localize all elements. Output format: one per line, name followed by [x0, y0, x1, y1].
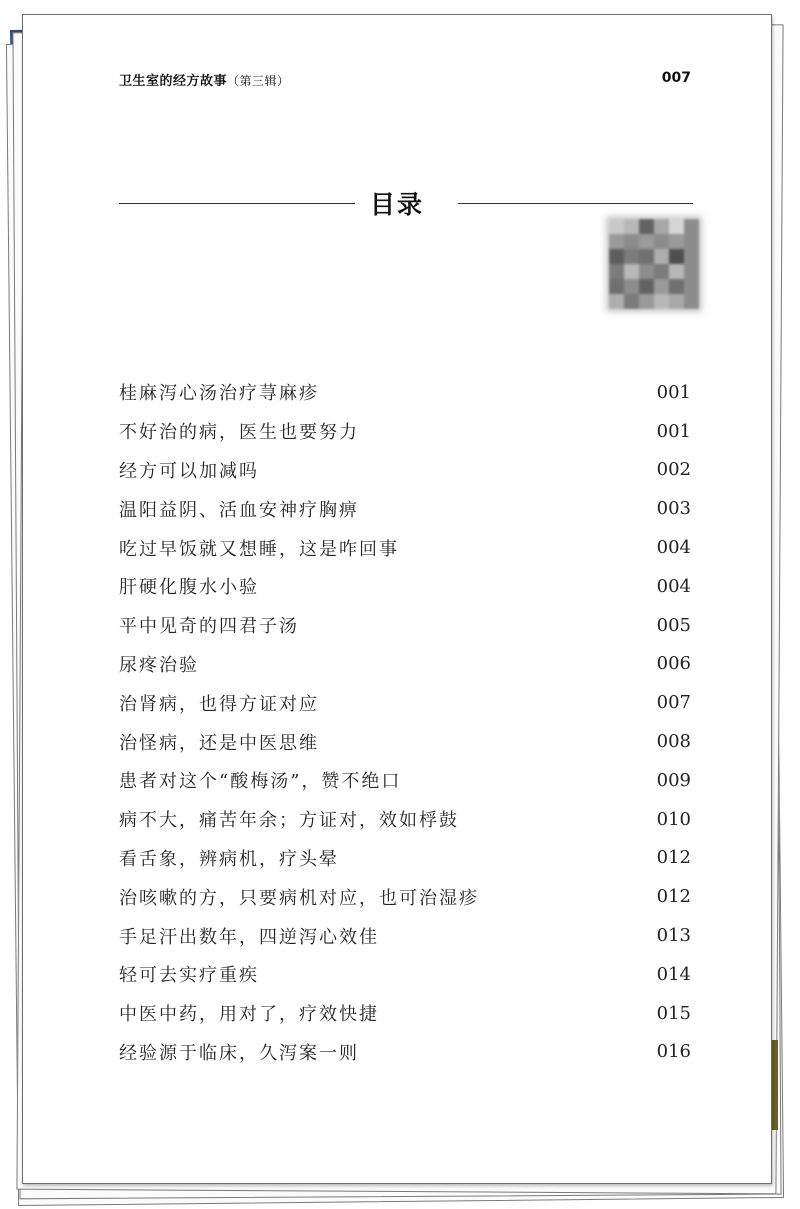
qr-cell [654, 264, 669, 279]
qr-cell [654, 249, 669, 264]
toc-entry-title: 肝硬化腹水小验 [119, 577, 259, 599]
toc-entry[interactable] [119, 1033, 691, 1072]
qr-cell [609, 264, 624, 279]
qr-cell [639, 294, 654, 309]
qr-cell [624, 264, 639, 279]
qr-cell [669, 294, 684, 309]
qr-cell [669, 234, 684, 249]
running-header [119, 70, 290, 89]
qr-cell [669, 264, 684, 279]
toc-entry[interactable] [119, 528, 691, 567]
toc-entry-title: 经方可以加减吗 [119, 460, 259, 482]
qr-code-icon[interactable] [609, 219, 699, 309]
toc-entry-page: 003 [656, 498, 691, 520]
qr-cell [684, 249, 699, 264]
qr-cell [624, 249, 639, 264]
toc-entry-page: 010 [656, 808, 691, 830]
qr-cell [609, 294, 624, 309]
toc-entry[interactable] [119, 606, 691, 645]
toc-entry-page: 006 [656, 653, 691, 675]
qr-cell [609, 234, 624, 249]
toc-entry-page: 004 [656, 537, 691, 559]
toc-entry-page: 005 [656, 614, 691, 636]
book-title: 卫生室的经方故事 [119, 74, 228, 89]
toc-entry[interactable] [119, 877, 691, 916]
qr-cell [624, 234, 639, 249]
qr-cell [669, 279, 684, 294]
toc-entry-title: 看舌象，辨病机，疗头晕 [119, 848, 339, 870]
toc-entry-title: 治咳嗽的方，只要病机对应，也可治湿疹 [119, 887, 479, 909]
toc-entry-title: 尿疼治验 [119, 654, 199, 676]
toc-entry-page: 001 [656, 420, 691, 442]
toc-title: 目录 [369, 190, 424, 219]
qr-cell [684, 234, 699, 249]
toc-entry-title: 治肾病，也得方证对应 [119, 693, 319, 715]
toc-entry[interactable] [119, 761, 691, 800]
qr-cell [624, 279, 639, 294]
title-rule-right [458, 203, 693, 204]
toc-entry[interactable] [119, 916, 691, 955]
toc-entry[interactable] [119, 839, 691, 878]
qr-cell [669, 219, 684, 234]
qr-cell [624, 219, 639, 234]
qr-cell [639, 219, 654, 234]
toc-list [119, 373, 691, 1071]
toc-entry-title: 患者对这个“酸梅汤”，赞不绝口 [119, 771, 402, 793]
toc-entry-title: 手足汗出数年，四逆泻心效佳 [119, 926, 379, 948]
toc-entry-title: 温阳益阴、活血安神疗胸痹 [119, 499, 359, 521]
toc-entry[interactable] [119, 722, 691, 761]
toc-entry[interactable] [119, 955, 691, 994]
toc-entry[interactable] [119, 489, 691, 528]
toc-entry-page: 008 [656, 731, 691, 753]
toc-entry-page: 004 [656, 575, 691, 597]
toc-entry-page: 007 [656, 692, 691, 714]
toc-entry-title: 桂麻泻心汤治疗荨麻疹 [119, 383, 319, 405]
book-page [22, 14, 772, 1184]
toc-entry-page: 002 [656, 459, 691, 481]
qr-cell [669, 249, 684, 264]
qr-cell [684, 219, 699, 234]
toc-entry[interactable] [119, 645, 691, 684]
toc-entry-page: 009 [656, 769, 691, 791]
toc-entry-title: 治怪病，还是中医思维 [119, 732, 319, 754]
toc-entry-page: 016 [656, 1041, 691, 1063]
qr-cell [654, 279, 669, 294]
toc-entry[interactable] [119, 683, 691, 722]
toc-entry-title: 病不大，痛苦年余；方证对，效如桴鼓 [119, 810, 459, 832]
qr-cell [639, 234, 654, 249]
toc-entry-page: 001 [656, 381, 691, 403]
qr-cell [639, 264, 654, 279]
qr-cell [609, 219, 624, 234]
toc-entry-page: 012 [656, 847, 691, 869]
toc-entry[interactable] [119, 800, 691, 839]
qr-cell [684, 279, 699, 294]
toc-entry[interactable] [119, 373, 691, 412]
toc-entry-page: 013 [656, 925, 691, 947]
qr-cell [654, 219, 669, 234]
qr-cell [624, 294, 639, 309]
toc-entry-title: 经验源于临床，久泻案一则 [119, 1042, 359, 1064]
toc-entry[interactable] [119, 412, 691, 451]
qr-cell [639, 249, 654, 264]
toc-entry-title: 平中见奇的四君子汤 [119, 616, 299, 638]
qr-cell [639, 279, 654, 294]
qr-cell [654, 294, 669, 309]
qr-cell [684, 264, 699, 279]
qr-cell [609, 279, 624, 294]
toc-entry[interactable] [119, 994, 691, 1033]
toc-entry[interactable] [119, 567, 691, 606]
toc-entry[interactable] [119, 451, 691, 490]
toc-entry-page: 015 [656, 1002, 691, 1024]
toc-entry-title: 中医中药，用对了，疗效快捷 [119, 1004, 379, 1026]
volume-label: （第三辑） [227, 74, 290, 88]
toc-entry-page: 014 [656, 963, 691, 985]
qr-cell [609, 249, 624, 264]
toc-entry-title: 吃过早饭就又想睡，这是咋回事 [119, 538, 399, 560]
qr-cell [684, 294, 699, 309]
page-number: 007 [661, 70, 691, 86]
toc-entry-title: 轻可去实疗重疾 [119, 965, 259, 987]
toc-entry-page: 012 [656, 886, 691, 908]
qr-cell [654, 234, 669, 249]
toc-entry-title: 不好治的病，医生也要努力 [119, 422, 359, 444]
